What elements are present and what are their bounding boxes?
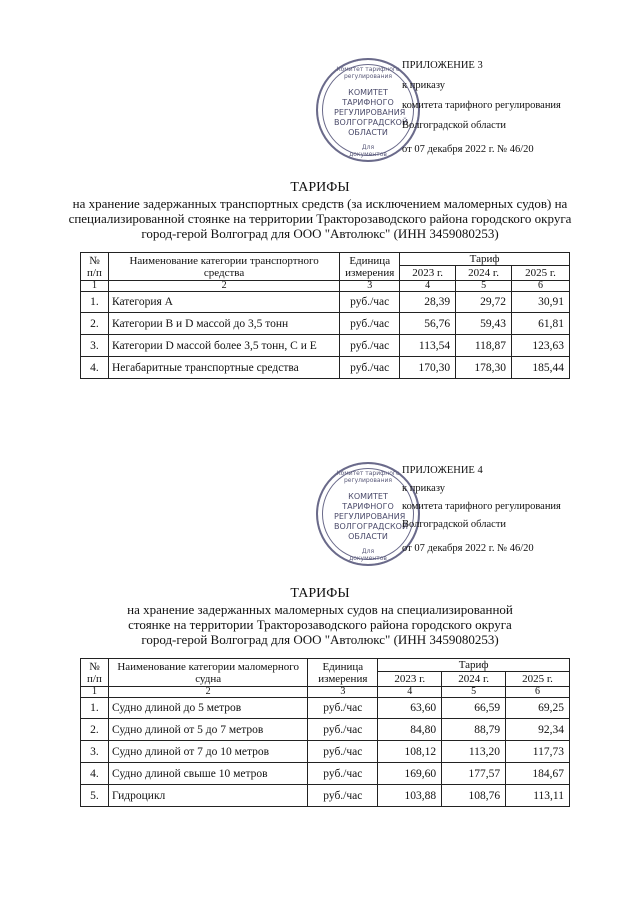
row-value: 185,44 — [512, 357, 570, 379]
row-num: 4. — [81, 763, 109, 785]
appendix-title: ПРИЛОЖЕНИЕ 4 — [402, 465, 483, 476]
row-unit: руб./час — [340, 335, 400, 357]
row-unit: руб./час — [340, 313, 400, 335]
row-unit: руб./час — [308, 785, 378, 807]
row-value: 63,60 — [378, 698, 442, 719]
col-index: 6 — [512, 281, 570, 292]
row-num: 1. — [81, 698, 109, 719]
col-unit-header: Единица измерения — [308, 659, 378, 687]
col-unit-header: Единица измерения — [340, 253, 400, 281]
page-subtitle: на хранение задержанных транспортных средств (за исключением маломерных судов) на специализированной стоянке на территории Тракторозаводского района городского округа город-герой Волгоград для ООО "Автолюкс" (ИНН 3459080253) — [68, 196, 572, 241]
page-title: ТАРИФЫ — [290, 180, 350, 195]
row-value: 113,11 — [506, 785, 570, 807]
col-name-header: Наименование категории маломерного судна — [108, 659, 307, 687]
row-num: 4. — [81, 357, 109, 379]
table-row — [81, 785, 570, 807]
col-index: 3 — [308, 687, 378, 698]
stamp-inner-text — [334, 88, 408, 138]
row-num: 3. — [81, 335, 109, 357]
row-name: Судно длиной до 5 метров — [108, 698, 307, 719]
year-header: 2023 г. — [400, 266, 456, 281]
stamp-line: РЕГУЛИРОВАНИЯ — [334, 108, 406, 117]
col-index: 4 — [378, 687, 442, 698]
row-num: 2. — [81, 719, 109, 741]
stamp-line: ВОЛГОГРАДСКОЙ — [334, 118, 408, 127]
section-title — [60, 586, 580, 647]
stamp-ring-text: Комитет тарифного регулирования — [336, 470, 400, 484]
row-value: 66,59 — [442, 698, 506, 719]
row-value: 30,91 — [512, 292, 570, 313]
stamp-ring-text: Комитет тарифного регулирования — [336, 66, 400, 80]
appendix-title: ПРИЛОЖЕНИЕ 3 — [402, 60, 483, 71]
row-name: Судно длиной от 7 до 10 метров — [108, 741, 307, 763]
year-header: 2023 г. — [378, 672, 442, 687]
row-name: Судно длиной от 5 до 7 метров — [108, 719, 307, 741]
row-value: 108,76 — [442, 785, 506, 807]
stamp-bottom-text: Для документов — [349, 144, 387, 158]
row-value: 103,88 — [378, 785, 442, 807]
appendix-date: от 07 декабря 2022 г. № 46/20 — [402, 543, 534, 554]
table-row — [81, 698, 570, 719]
col-index: 2 — [108, 281, 339, 292]
row-num: 3. — [81, 741, 109, 763]
row-value: 28,39 — [400, 292, 456, 313]
col-index: 4 — [400, 281, 456, 292]
stamp-line: ТАРИФНОГО — [342, 502, 394, 511]
col-index: 5 — [456, 281, 512, 292]
row-name: Категории D массой более 3,5 тонн, С и Е — [108, 335, 339, 357]
row-name: Гидроцикл — [108, 785, 307, 807]
col-index: 5 — [442, 687, 506, 698]
row-unit: руб./час — [308, 763, 378, 785]
table-row — [81, 741, 570, 763]
year-header: 2024 г. — [456, 266, 512, 281]
row-value: 59,43 — [456, 313, 512, 335]
stamp-line: ОБЛАСТИ — [348, 532, 388, 541]
row-value: 178,30 — [456, 357, 512, 379]
appendix-line: к приказу — [402, 483, 445, 494]
appendix-date: от 07 декабря 2022 г. № 46/20 — [402, 144, 534, 155]
table-row — [81, 357, 570, 379]
row-value: 113,54 — [400, 335, 456, 357]
stamp-line: РЕГУЛИРОВАНИЯ — [334, 512, 406, 521]
row-name: Категория А — [108, 292, 339, 313]
row-num: 5. — [81, 785, 109, 807]
row-value: 118,87 — [456, 335, 512, 357]
col-index: 3 — [340, 281, 400, 292]
row-value: 170,30 — [400, 357, 456, 379]
col-index: 1 — [81, 687, 109, 698]
row-value: 184,67 — [506, 763, 570, 785]
table-row — [81, 335, 570, 357]
row-value: 88,79 — [442, 719, 506, 741]
appendix-line: к приказу — [402, 80, 445, 91]
appendix-line: комитета тарифного регулирования — [402, 501, 561, 512]
page-subtitle: на хранение задержанных маломерных судов на специализированной стоянке на территории Тракторозаводского района городского округа город-герой Волгоград для ООО "Автолюкс" (ИНН 3459080253) — [127, 602, 513, 647]
appendix-line: комитета тарифного регулирования — [402, 100, 561, 111]
table-row — [81, 763, 570, 785]
stamp-line: КОМИТЕТ — [348, 88, 388, 97]
row-num: 2. — [81, 313, 109, 335]
table-row — [81, 719, 570, 741]
year-header: 2025 г. — [506, 672, 570, 687]
col-tariff-header: Тариф — [400, 253, 570, 266]
table-row — [81, 292, 570, 313]
row-value: 169,60 — [378, 763, 442, 785]
page-title: ТАРИФЫ — [290, 586, 350, 601]
appendix-header — [402, 462, 561, 558]
appendix-line: Волгоградской области — [402, 120, 507, 131]
col-num-header: № п/п — [81, 253, 109, 281]
row-unit: руб./час — [308, 719, 378, 741]
col-name-header: Наименование категории транспортного средства — [108, 253, 339, 281]
row-value: 92,34 — [506, 719, 570, 741]
appendix-line: Волгоградской области — [402, 519, 507, 530]
col-num-header: № п/п — [81, 659, 109, 687]
stamp-line: ТАРИФНОГО — [342, 98, 394, 107]
row-value: 61,81 — [512, 313, 570, 335]
year-header: 2024 г. — [442, 672, 506, 687]
col-index: 1 — [81, 281, 109, 292]
stamp-line: КОМИТЕТ — [348, 492, 388, 501]
row-value: 117,73 — [506, 741, 570, 763]
row-unit: руб./час — [340, 357, 400, 379]
row-name: Судно длиной свыше 10 метров — [108, 763, 307, 785]
row-value: 56,76 — [400, 313, 456, 335]
row-value: 177,57 — [442, 763, 506, 785]
row-value: 69,25 — [506, 698, 570, 719]
col-tariff-header: Тариф — [378, 659, 570, 672]
row-value: 84,80 — [378, 719, 442, 741]
row-unit: руб./час — [308, 741, 378, 763]
row-value: 123,63 — [512, 335, 570, 357]
table-row — [81, 313, 570, 335]
stamp-line: ОБЛАСТИ — [348, 128, 388, 137]
col-index: 6 — [506, 687, 570, 698]
stamp-bottom-text: Для документов — [349, 548, 387, 562]
appendix-header — [402, 56, 561, 160]
col-index: 2 — [108, 687, 307, 698]
row-value: 113,20 — [442, 741, 506, 763]
row-unit: руб./час — [308, 698, 378, 719]
row-unit: руб./час — [340, 292, 400, 313]
row-name: Негабаритные транспортные средства — [108, 357, 339, 379]
stamp-line: ВОЛГОГРАДСКОЙ — [334, 522, 408, 531]
tariff-table — [80, 252, 570, 379]
stamp-inner-text — [334, 492, 408, 542]
row-value: 108,12 — [378, 741, 442, 763]
section-title — [60, 180, 580, 241]
year-header: 2025 г. — [512, 266, 570, 281]
tariff-table — [80, 658, 570, 807]
row-num: 1. — [81, 292, 109, 313]
row-name: Категории В и D массой до 3,5 тонн — [108, 313, 339, 335]
row-value: 29,72 — [456, 292, 512, 313]
